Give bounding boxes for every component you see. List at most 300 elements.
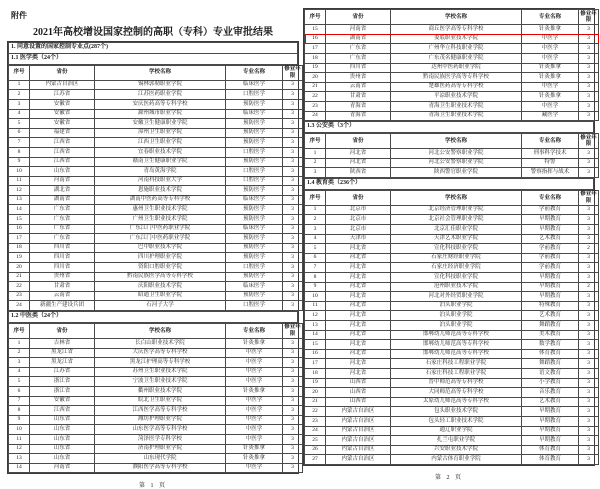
table-row	[305, 149, 599, 159]
table-row	[9, 167, 303, 177]
table-cell: 四川省	[30, 263, 95, 273]
subsection-header-row	[305, 178, 594, 189]
table-cell: 27	[305, 455, 326, 465]
table-cell: 3	[283, 282, 303, 292]
table-cell: 黑龙江护理高等专科学校	[95, 358, 226, 368]
table-cell: 河北省	[326, 292, 391, 302]
table-cell: 语文教育	[522, 368, 579, 378]
table-cell: 3	[283, 338, 303, 348]
police-table	[304, 133, 599, 178]
table-cell: 陕西省	[326, 168, 391, 178]
table-cell: 7	[305, 263, 326, 273]
page-2-footer: 第 2 页	[434, 474, 463, 481]
table-cell: 3	[283, 358, 303, 368]
table-cell: 广东省	[326, 53, 391, 63]
table-cell: 内蒙古自治区	[326, 426, 391, 436]
table-cell: 3	[579, 292, 599, 302]
table-cell: 5	[9, 377, 30, 387]
table-cell: 预防医学	[226, 272, 283, 282]
column-header-row	[305, 133, 599, 148]
table-cell: 19	[305, 63, 326, 73]
table-cell: 中医学	[226, 367, 283, 377]
table-row	[305, 44, 599, 54]
table-cell: 湖南省	[326, 34, 391, 44]
table-cell: 济南护理职业学院	[95, 444, 226, 454]
table-row	[9, 272, 303, 282]
section-bar-table	[8, 42, 298, 65]
table-row	[9, 406, 303, 416]
table-cell: 吉林省	[30, 338, 95, 348]
table-cell: 17	[305, 44, 326, 54]
table-cell: 庆阳职业技术学院	[95, 282, 226, 292]
education-table	[304, 190, 599, 465]
tcm-table-page1	[8, 323, 303, 474]
table-cell: 预防医学	[226, 99, 283, 109]
table-cell: 早期教育	[522, 407, 579, 417]
table-cell: 18	[9, 243, 30, 253]
table-cell: 3	[579, 82, 599, 92]
table-cell: 中医学	[522, 44, 579, 54]
table-cell: 天津市	[326, 234, 391, 244]
table-cell: 沧州职业技术学院	[391, 282, 522, 292]
table-cell: 舞蹈教育	[522, 359, 579, 369]
table-cell: 预防医学	[226, 291, 283, 301]
attachment-label: 附件	[11, 11, 27, 20]
table-cell: 3	[579, 349, 599, 359]
table-cell: 3	[283, 406, 303, 416]
table-cell: 3	[579, 168, 599, 178]
table-cell: 10	[9, 167, 30, 177]
column-header: 省份	[30, 65, 95, 80]
table-cell: 4	[9, 367, 30, 377]
table-row	[305, 225, 599, 235]
table-row	[9, 243, 303, 253]
table-cell: 预防医学	[226, 215, 283, 225]
table-row	[9, 377, 303, 387]
table-cell: 临床医学	[226, 109, 283, 119]
table-cell: 3	[579, 330, 599, 340]
column-header: 专业名称	[522, 133, 579, 148]
table-cell: 3	[579, 273, 599, 283]
table-cell: 8	[305, 273, 326, 283]
table-cell: 内蒙古自治区	[30, 80, 95, 90]
table-cell: 3	[579, 158, 599, 168]
table-cell: 临床医学	[226, 80, 283, 90]
table-cell: 17	[305, 359, 326, 369]
table-cell: 3	[579, 92, 599, 102]
table-cell: 小学教育	[522, 378, 579, 388]
table-cell: 艺术教育	[522, 311, 579, 321]
table-cell: 四川省	[30, 253, 95, 263]
table-cell: 青海卫生职业技术学院	[391, 111, 522, 121]
table-row	[9, 234, 303, 244]
table-cell: 口腔医学	[226, 301, 283, 311]
table-row	[305, 455, 599, 465]
table-cell: 4	[305, 234, 326, 244]
table-row	[305, 416, 599, 426]
table-cell: 河北省	[326, 253, 391, 263]
table-cell: 北京汇佳职业学院	[391, 225, 522, 235]
table-cell: 陕西警官职业学院	[391, 168, 522, 178]
table-row	[9, 454, 303, 464]
table-cell: 青岛黄海学院	[95, 167, 226, 177]
table-cell: 扎兰屯职业学院	[391, 436, 522, 446]
table-cell: 3	[283, 415, 303, 425]
table-cell: 山东省	[30, 444, 95, 454]
table-cell: 4	[9, 109, 30, 119]
table-cell: 3	[283, 80, 303, 90]
table-cell: 河北省	[326, 301, 391, 311]
table-row	[305, 436, 599, 446]
table-cell: 河北省	[326, 158, 391, 168]
table-cell: 中医学	[226, 415, 283, 425]
approval-table-page2	[303, 8, 595, 466]
table-row	[9, 282, 303, 292]
table-cell: 河北省	[326, 311, 391, 321]
table-cell: 10	[9, 425, 30, 435]
table-cell: 12	[9, 444, 30, 454]
table-cell: 3	[579, 436, 599, 446]
table-cell: 大庆医学高等专科学校	[95, 348, 226, 358]
table-cell: 5	[9, 119, 30, 129]
table-cell: 商丘医学高等专科学校	[391, 25, 522, 35]
table-cell: 浙江省	[30, 377, 95, 387]
table-cell: 针灸推拿	[522, 92, 579, 102]
table-cell: 24	[305, 426, 326, 436]
table-row	[305, 426, 599, 436]
table-cell: 3	[579, 445, 599, 455]
table-cell: 3	[283, 263, 303, 273]
table-row	[305, 63, 599, 73]
medical-table	[8, 65, 303, 311]
table-cell: 江西省	[30, 157, 95, 167]
table-cell: 河北公安警察职业学院	[391, 158, 522, 168]
table-cell: 广东江门中医药职业学院	[95, 224, 226, 234]
column-header: 专业名称	[226, 65, 283, 80]
table-cell: 石家庄科技工程职业学院	[391, 359, 522, 369]
table-cell: 云南省	[326, 82, 391, 92]
table-cell: 22	[305, 92, 326, 102]
table-cell: 3	[9, 99, 30, 109]
table-cell: 针灸推拿	[226, 454, 283, 464]
table-cell: 资阳口腔职业学院	[95, 263, 226, 273]
table-cell: 22	[9, 282, 30, 292]
table-cell: 3	[9, 358, 30, 368]
table-cell: 江西省	[30, 406, 95, 416]
table-cell: 1	[9, 338, 30, 348]
table-cell: 河北省	[326, 349, 391, 359]
table-cell: 21	[305, 397, 326, 407]
table-cell: 皖北卫生职业学院	[95, 396, 226, 406]
table-cell: 9	[9, 415, 30, 425]
table-cell: 20	[9, 263, 30, 273]
table-cell: 3	[579, 378, 599, 388]
table-cell: 3	[579, 320, 599, 330]
table-cell: 2	[9, 348, 30, 358]
table-cell: 口腔医学	[226, 90, 283, 100]
table-cell: 早期教育	[522, 426, 579, 436]
table-cell: 3	[283, 119, 303, 129]
table-cell: 广东茂名健康职业学院	[391, 53, 522, 63]
table-cell: 中医学	[226, 463, 283, 473]
column-header: 序号	[305, 133, 326, 148]
table-cell: 山东省	[30, 454, 95, 464]
table-cell: 艺术教育	[522, 397, 579, 407]
column-header: 省份	[326, 190, 391, 205]
table-cell: 贵州省	[30, 272, 95, 282]
table-row	[9, 176, 303, 186]
table-cell: 昭通卫生职业学院	[95, 291, 226, 301]
subsection-1-2-bar	[8, 311, 298, 323]
table-cell: 河北省	[326, 244, 391, 254]
table-row	[9, 186, 303, 196]
table-cell: 黔南民族医学高等专科学校	[95, 272, 226, 282]
table-cell: 甘肃省	[326, 92, 391, 102]
subsection-1-1-label: 1.1 医学类（24个）	[9, 53, 298, 64]
table-row	[9, 128, 303, 138]
table-cell: 3	[283, 253, 303, 263]
table-cell: 14	[9, 463, 30, 473]
column-header: 序号	[305, 190, 326, 205]
table-row	[305, 311, 599, 321]
table-cell: 3	[579, 101, 599, 111]
table-cell: 3	[283, 301, 303, 311]
table-cell: 滁州城市职业学院	[95, 109, 226, 119]
table-cell: 学前教育	[522, 263, 579, 273]
column-header: 序号	[9, 323, 30, 338]
table-cell: 兴安职业技术学院	[391, 445, 522, 455]
table-cell: 11	[9, 176, 30, 186]
table-row	[9, 80, 303, 90]
table-cell: 河北省	[326, 340, 391, 350]
table-cell: 新疆生产建设兵团	[30, 301, 95, 311]
section1-title: 1. 同意设置的国家控制专业点(287个)	[9, 43, 298, 54]
column-header: 修业年限	[580, 191, 597, 204]
table-cell: 1	[305, 149, 326, 159]
subsection-1-2-label: 1.2 中医类（24个）	[9, 312, 298, 323]
table-cell: 河南省	[326, 25, 391, 35]
page-1-footer: 第 1 页	[138, 483, 167, 489]
table-cell: 临床医学	[226, 195, 283, 205]
table-cell: 菏泽医学专科学校	[95, 434, 226, 444]
table-cell: 3	[579, 215, 599, 225]
table-cell: 3	[579, 311, 599, 321]
table-row	[305, 330, 599, 340]
table-cell: 9	[9, 157, 30, 167]
education-table-body	[305, 205, 599, 464]
table-row	[9, 301, 303, 311]
table-cell: 北京市	[326, 205, 391, 215]
table-cell: 山东省	[30, 167, 95, 177]
table-cell: 山东医学高等专科学校	[95, 425, 226, 435]
table-cell: 2	[579, 282, 599, 292]
table-row	[9, 396, 303, 406]
table-cell: 3	[283, 434, 303, 444]
table-cell: 河南省	[30, 463, 95, 473]
column-header: 学校名称	[391, 190, 522, 205]
table-cell: 3	[283, 215, 303, 225]
table-row	[9, 386, 303, 396]
subsection-1-4-bar	[304, 178, 594, 190]
table-row	[305, 253, 599, 263]
column-header-row	[9, 323, 303, 338]
table-cell: 3	[283, 386, 303, 396]
table-cell: 3	[283, 234, 303, 244]
table-cell: 内蒙古体育职业学院	[391, 455, 522, 465]
table-cell: 山东省	[30, 434, 95, 444]
table-cell: 3	[579, 407, 599, 417]
table-cell: 2	[9, 90, 30, 100]
table-cell: 北京经济管理职业学院	[391, 205, 522, 215]
column-header-row	[9, 65, 303, 80]
table-cell: 3	[283, 243, 303, 253]
table-cell: 安徽省	[30, 109, 95, 119]
table-cell: 口腔医学	[226, 176, 283, 186]
table-cell: 3	[283, 157, 303, 167]
table-cell: 3	[579, 253, 599, 263]
table-cell: 3	[283, 396, 303, 406]
table-cell: 2	[305, 215, 326, 225]
table-row	[305, 82, 599, 92]
medical-table-body	[9, 80, 303, 310]
table-cell: 贵州省	[326, 73, 391, 83]
table-cell: 3	[579, 426, 599, 436]
table-row	[305, 368, 599, 378]
table-cell: 24	[9, 301, 30, 311]
table-cell: 21	[9, 272, 30, 282]
table-cell: 河南省	[30, 176, 95, 186]
table-cell: 3	[283, 176, 303, 186]
table-cell: 特警	[522, 158, 579, 168]
table-cell: 14	[9, 205, 30, 215]
table-row	[9, 263, 303, 273]
table-cell: 预防医学	[226, 234, 283, 244]
table-cell: 安庆医药高等专科学校	[95, 99, 226, 109]
table-cell: 青海卫生职业技术学院	[391, 101, 522, 111]
table-cell: 宣化科技职业学院	[391, 273, 522, 283]
table-cell: 3	[579, 301, 599, 311]
table-row	[9, 119, 303, 129]
page-1	[7, 0, 299, 489]
table-row	[305, 320, 599, 330]
table-cell: 中医学	[226, 425, 283, 435]
table-cell: 河北省	[326, 273, 391, 283]
table-cell: 3	[283, 348, 303, 358]
table-row	[9, 138, 303, 148]
table-cell: 15	[305, 25, 326, 35]
table-cell: 数学教育	[522, 340, 579, 350]
table-cell: 石家庄财经职业学院	[391, 253, 522, 263]
table-cell: 7	[9, 396, 30, 406]
table-row	[305, 101, 599, 111]
column-header-row	[305, 190, 599, 205]
table-cell: 3	[283, 291, 303, 301]
table-cell: 江苏省	[30, 367, 95, 377]
table-cell: 3	[283, 224, 303, 234]
table-cell: 3	[579, 455, 599, 465]
table-cell: 预防医学	[226, 186, 283, 196]
table-cell: 口腔医学	[226, 263, 283, 273]
table-cell: 3	[579, 149, 599, 159]
table-cell: 预防医学	[226, 138, 283, 148]
table-cell: 舞蹈教育	[522, 320, 579, 330]
subsection-1-3-label: 1.3 公安类（3个）	[305, 122, 594, 133]
table-cell: 娄底职业技术学院	[391, 34, 522, 44]
table-cell: 20	[305, 73, 326, 83]
table-row	[305, 397, 599, 407]
table-row	[305, 282, 599, 292]
table-cell: 口腔医学	[226, 147, 283, 157]
table-cell: 3	[579, 416, 599, 426]
table-cell: 学前教育	[522, 244, 579, 254]
table-row	[305, 168, 599, 178]
table-cell: 内蒙古自治区	[326, 436, 391, 446]
table-row	[305, 158, 599, 168]
table-cell: 3	[283, 186, 303, 196]
table-row	[305, 263, 599, 273]
table-row	[9, 463, 303, 473]
table-cell: 江西省	[30, 147, 95, 157]
table-cell: 临床医学	[226, 282, 283, 292]
table-cell: 3	[283, 377, 303, 387]
table-cell: 美术教育	[522, 330, 579, 340]
table-cell: 3	[579, 263, 599, 273]
table-cell: 3	[579, 73, 599, 83]
table-cell: 太原幼儿师范高等专科学校	[391, 397, 522, 407]
table-cell: 巴中职业技术学院	[95, 243, 226, 253]
table-cell: 江西医学高等专科学校	[95, 406, 226, 416]
table-cell: 2	[579, 244, 599, 254]
table-cell: 安徽省	[30, 99, 95, 109]
table-cell: 早期教育	[522, 282, 579, 292]
table-cell: 预防医学	[226, 253, 283, 263]
table-cell: 邯郸幼儿师范高等专科学校	[391, 349, 522, 359]
table-row	[9, 90, 303, 100]
table-cell: 3	[283, 463, 303, 473]
table-cell: 四川省	[30, 243, 95, 253]
table-cell: 3	[579, 359, 599, 369]
table-cell: 13	[9, 454, 30, 464]
column-header: 序号	[9, 65, 30, 80]
table-cell: 3	[579, 205, 599, 215]
table-cell: 中医学	[522, 53, 579, 63]
table-cell: 潍坊护理职业学院	[95, 415, 226, 425]
table-cell: 达州中医药职业学院	[391, 63, 522, 73]
table-cell: 宁波卫生职业技术学院	[95, 377, 226, 387]
column-header: 学校名称	[95, 65, 226, 80]
approval-table-page1	[7, 41, 299, 474]
table-row	[305, 205, 599, 215]
table-cell: 江西省	[30, 138, 95, 148]
table-cell: 宜春职业技术学院	[95, 147, 226, 157]
table-cell: 山东现代学院	[95, 454, 226, 464]
table-cell: 平凉职业技术学院	[391, 92, 522, 102]
table-cell: 针灸推拿	[226, 386, 283, 396]
table-cell: 早期教育	[522, 273, 579, 283]
table-cell: 四川省	[326, 63, 391, 73]
table-cell: 濮阳医学高等专科学校	[95, 463, 226, 473]
table-cell: 针灸推拿	[226, 444, 283, 454]
table-cell: 长白山职业技术学院	[95, 338, 226, 348]
table-cell: 江苏省	[30, 90, 95, 100]
table-cell: 包头轻工职业技术学院	[391, 416, 522, 426]
table-cell: 楚雄医药高等专科学校	[391, 82, 522, 92]
table-row	[305, 378, 599, 388]
table-row	[305, 273, 599, 283]
table-cell: 12	[9, 186, 30, 196]
column-header: 专业名称	[522, 190, 579, 205]
table-row	[9, 348, 303, 358]
